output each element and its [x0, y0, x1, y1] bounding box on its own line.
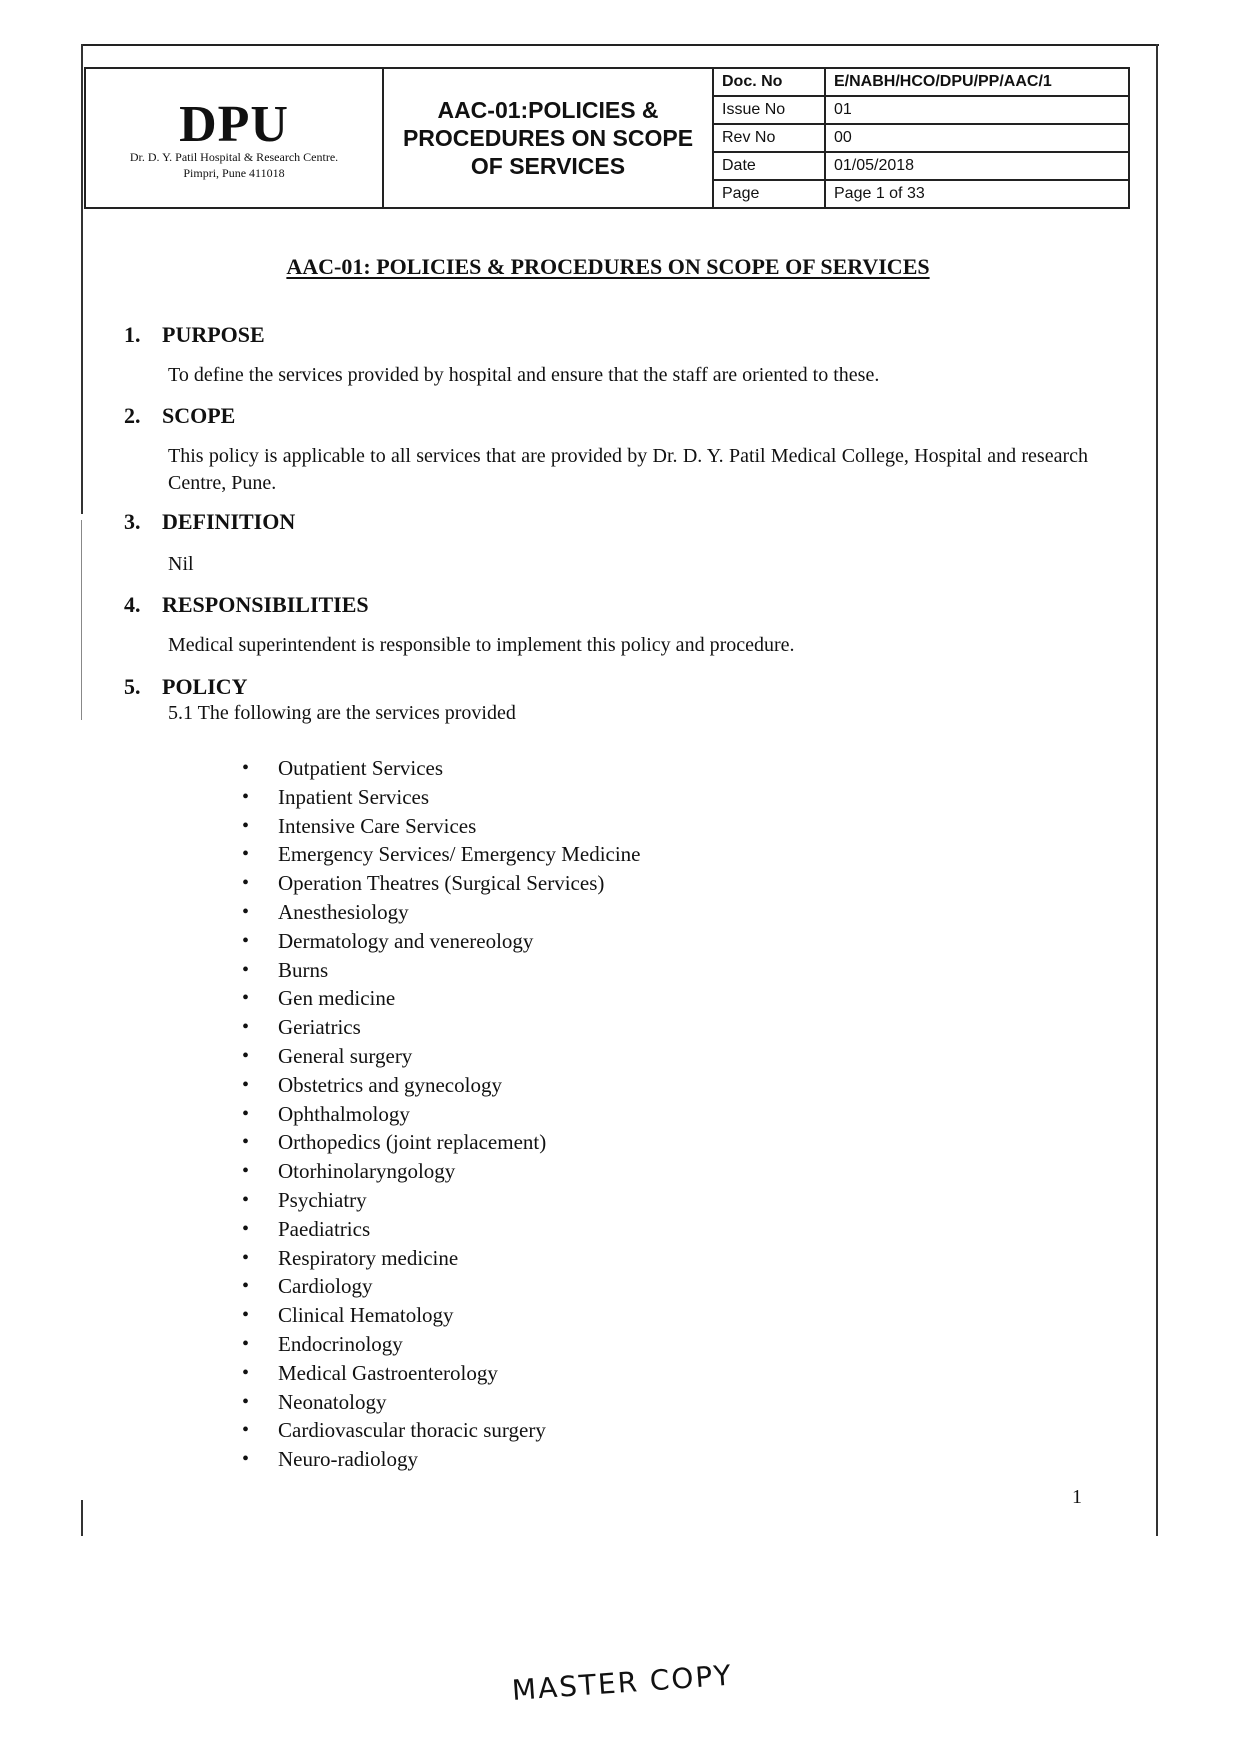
- list-item: • Cardiovascular thoracic surgery: [242, 1416, 641, 1445]
- list-item: • Neonatology: [242, 1388, 641, 1417]
- meta-value: 00: [825, 124, 1128, 152]
- list-item: • General surgery: [242, 1042, 641, 1071]
- meta-row-doc-no: [714, 69, 1128, 96]
- meta-row-rev-no: [714, 124, 1128, 152]
- page-frame-top: [81, 44, 1159, 46]
- list-item: • Inpatient Services: [242, 783, 641, 812]
- list-item: • Anesthesiology: [242, 898, 641, 927]
- list-item: • Respiratory medicine: [242, 1244, 641, 1273]
- meta-row-page: [714, 180, 1128, 207]
- list-item: • Paediatrics: [242, 1215, 641, 1244]
- list-item: • Psychiatry: [242, 1186, 641, 1215]
- document-meta: [713, 68, 1129, 208]
- list-item: • Intensive Care Services: [242, 812, 641, 841]
- section-number: 4.: [124, 592, 141, 617]
- list-item: • Clinical Hematology: [242, 1301, 641, 1330]
- document-header: [84, 67, 1130, 209]
- list-item: • Neuro-radiology: [242, 1445, 641, 1474]
- page-frame-left: [81, 520, 82, 720]
- meta-label: Date: [714, 152, 825, 180]
- section-purpose-text: To define the services provided by hospital and ensure that the staff are oriented to these.: [168, 364, 880, 386]
- document-heading: AAC-01: POLICIES & PROCEDURES ON SCOPE OF SERVICES: [286, 254, 930, 279]
- section-responsibilities-heading: [124, 592, 369, 618]
- dpu-logo: DPU: [179, 96, 289, 153]
- meta-value: E/NABH/HCO/DPU/PP/AAC/1: [825, 69, 1128, 96]
- meta-row-issue-no: [714, 96, 1128, 124]
- meta-label: Issue No: [714, 96, 825, 124]
- page-frame-left: [81, 1500, 83, 1536]
- list-item: • Geriatrics: [242, 1013, 641, 1042]
- section-number: 5.: [124, 674, 141, 699]
- meta-label: Page: [714, 180, 825, 207]
- list-item: • Otorhinolaryngology: [242, 1157, 641, 1186]
- list-item: • Ophthalmology: [242, 1100, 641, 1129]
- section-title: PURPOSE: [162, 322, 265, 347]
- logo-block: [85, 68, 383, 208]
- meta-value: 01: [825, 96, 1128, 124]
- section-number: 3.: [124, 509, 141, 534]
- section-number: 1.: [124, 322, 141, 347]
- list-item: • Emergency Services/ Emergency Medicine: [242, 840, 641, 869]
- header-title: AAC-01:POLICIES & PROCEDURES ON SCOPE OF SERVICES: [383, 68, 713, 208]
- list-item: • Outpatient Services: [242, 754, 641, 783]
- section-title: SCOPE: [162, 403, 236, 428]
- section-title: RESPONSIBILITIES: [162, 592, 369, 617]
- section-definition-text: Nil: [168, 553, 194, 575]
- list-item: • Operation Theatres (Surgical Services): [242, 869, 641, 898]
- page-number: 1: [1072, 1486, 1082, 1508]
- master-copy-stamp: MASTER COPY: [510, 1658, 734, 1707]
- list-item: • Cardiology: [242, 1272, 641, 1301]
- list-item: • Obstetrics and gynecology: [242, 1071, 641, 1100]
- section-policy-text: 5.1 The following are the services provided: [168, 702, 516, 724]
- list-item: • Endocrinology: [242, 1330, 641, 1359]
- services-list: [242, 754, 641, 1474]
- meta-row-date: [714, 152, 1128, 180]
- section-number: 2.: [124, 403, 141, 428]
- list-item: • Medical Gastroenterology: [242, 1359, 641, 1388]
- section-title: DEFINITION: [162, 509, 296, 534]
- list-item: • Gen medicine: [242, 984, 641, 1013]
- list-item: • Burns: [242, 956, 641, 985]
- section-definition-heading: [124, 509, 295, 535]
- section-policy-heading: [124, 674, 248, 700]
- list-item: • Dermatology and venereology: [242, 927, 641, 956]
- meta-value: Page 1 of 33: [834, 185, 925, 202]
- meta-label: Rev No: [714, 124, 825, 152]
- section-title: POLICY: [162, 674, 248, 699]
- institution-address: Pimpri, Pune 411018: [183, 166, 285, 180]
- section-scope-text: This policy is applicable to all services that are provided by Dr. D. Y. Patil Medical College, Hospital and research Centre, Pune.: [168, 445, 1088, 494]
- section-purpose-heading: [124, 322, 265, 348]
- institution-name: Dr. D. Y. Patil Hospital & Research Centre.: [129, 150, 339, 164]
- section-scope-heading: [124, 403, 235, 429]
- section-responsibilities-text: Medical superintendent is responsible to implement this policy and procedure.: [168, 634, 795, 656]
- list-item: • Orthopedics (joint replacement): [242, 1128, 641, 1157]
- meta-value: 01/05/2018: [825, 152, 1128, 180]
- meta-label: Doc. No: [714, 69, 825, 96]
